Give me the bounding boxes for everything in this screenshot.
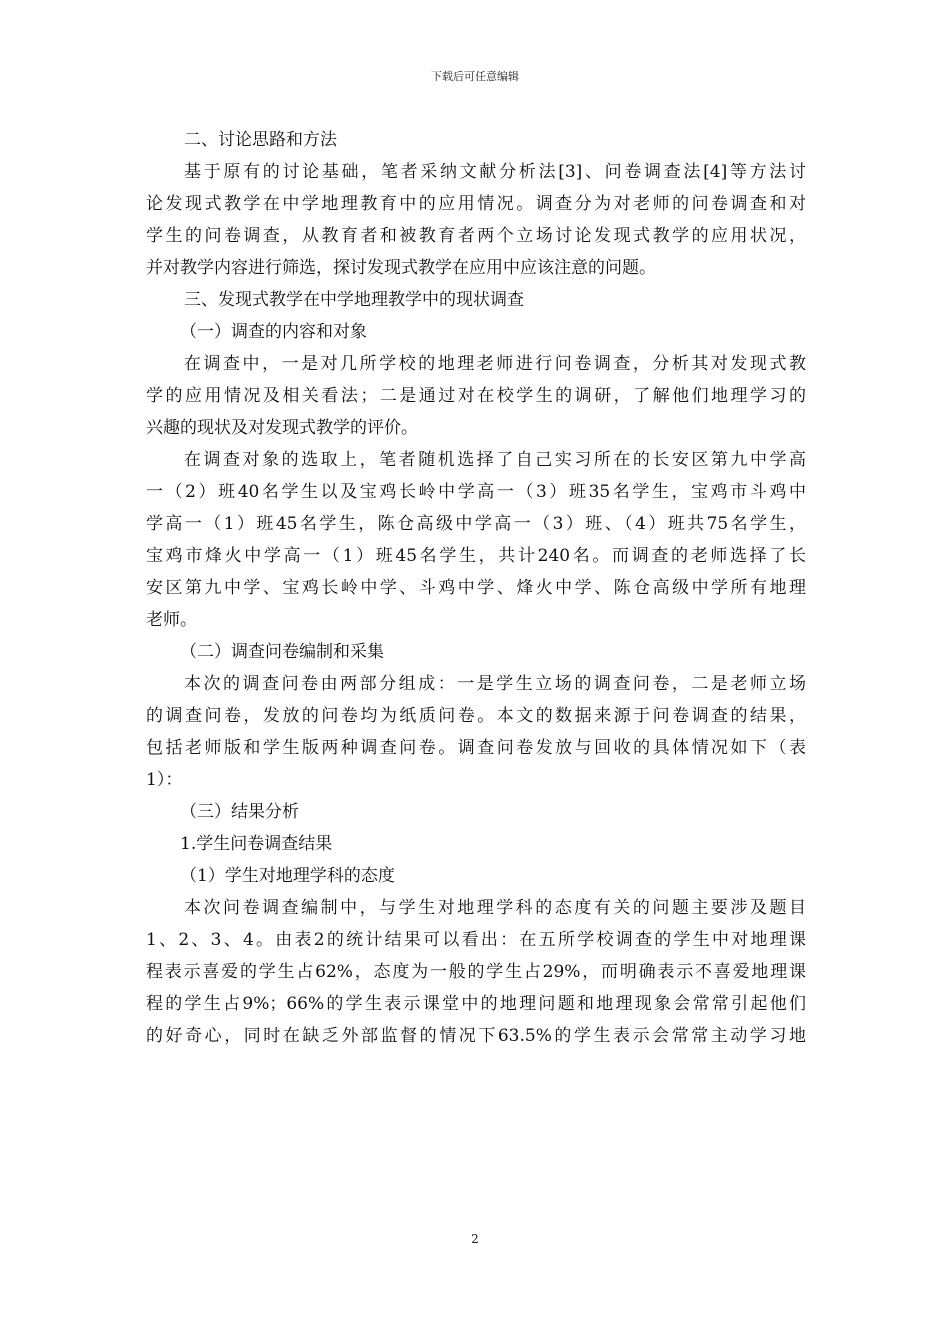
paragraph-line: 的好奇心，同时在缺乏外部监督的情况下63.5%的学生表示会常常主动学习地 [146,1026,806,1046]
paragraph-line: 宝鸡市烽火中学高一（1）班45名学生，共计240名。而调查的老师选择了长 [146,546,806,566]
body-text [146,124,806,1052]
subsection-heading: （1）学生对地理学科的态度 [180,866,395,886]
subsection-heading: （三）结果分析 [180,802,299,822]
paragraph-line: 论发现式教学在中学地理教育中的应用情况。调查分为对老师的问卷调查和对 [146,194,806,214]
subsection-heading: （二）调查问卷编制和采集 [180,642,384,662]
page-number: 2 [471,1232,479,1246]
section-heading: 三、发现式教学在中学地理教学中的现状调查 [184,290,524,310]
paragraph-line: 兴趣的现状及对发现式教学的评价。 [146,418,418,438]
paragraph-line: 在调查对象的选取上，笔者随机选择了自己实习所在的长安区第九中学高 [184,450,806,470]
paragraph-line: 1）： [146,770,183,790]
paragraph-line: 学生的问卷调查，从教育者和被教育者两个立场讨论发现式教学的应用状况， [146,226,806,246]
page-header: 下载后可任意编辑 [431,70,519,83]
paragraph-line: 一（2）班40名学生以及宝鸡长岭中学高一（3）班35名学生，宝鸡市斗鸡中 [146,482,806,502]
paragraph-line: 包括老师版和学生版两种调查问卷。调查问卷发放与回收的具体情况如下（表 [146,738,806,758]
section-heading: 二、讨论思路和方法 [184,130,337,150]
subsection-heading: 1.学生问卷调查结果 [180,834,333,854]
paragraph-line: 安区第九中学、宝鸡长岭中学、斗鸡中学、烽火中学、陈仓高级中学所有地理 [146,578,806,598]
paragraph-line: 本次问卷调查编制中，与学生对地理学科的态度有关的问题主要涉及题目 [184,898,806,918]
paragraph-line: 程表示喜爱的学生占62%，态度为一般的学生占29%，而明确表示不喜爱地理课 [146,962,806,982]
paragraph-line: 并对教学内容进行筛选，探讨发现式教学在应用中应该注意的问题。 [146,258,656,278]
paragraph-line: 学高一（1）班45名学生，陈仓高级中学高一（3）班、（4）班共75名学生， [146,514,806,534]
paragraph-line: 本次的调查问卷由两部分组成：一是学生立场的调查问卷，二是老师立场 [184,674,806,694]
subsection-heading: （一）调查的内容和对象 [180,322,367,342]
paragraph-line: 程的学生占9%；66%的学生表示课堂中的地理问题和地理现象会常常引起他们 [146,994,806,1014]
paragraph-line: 1、2、3、4。由表2的统计结果可以看出：在五所学校调查的学生中对地理课 [146,930,806,950]
paragraph-line: 老师。 [146,610,197,630]
paragraph-line: 学的应用情况及相关看法；二是通过对在校学生的调研，了解他们地理学习的 [146,386,806,406]
paragraph-line: 基于原有的讨论基础，笔者采纳文献分析法[3]、问卷调查法[4]等方法讨 [184,162,806,182]
paragraph-line: 在调查中，一是对几所学校的地理老师进行问卷调查，分析其对发现式教 [184,354,806,374]
paragraph-line: 的调查问卷，发放的问卷均为纸质问卷。本文的数据来源于问卷调查的结果， [146,706,806,726]
